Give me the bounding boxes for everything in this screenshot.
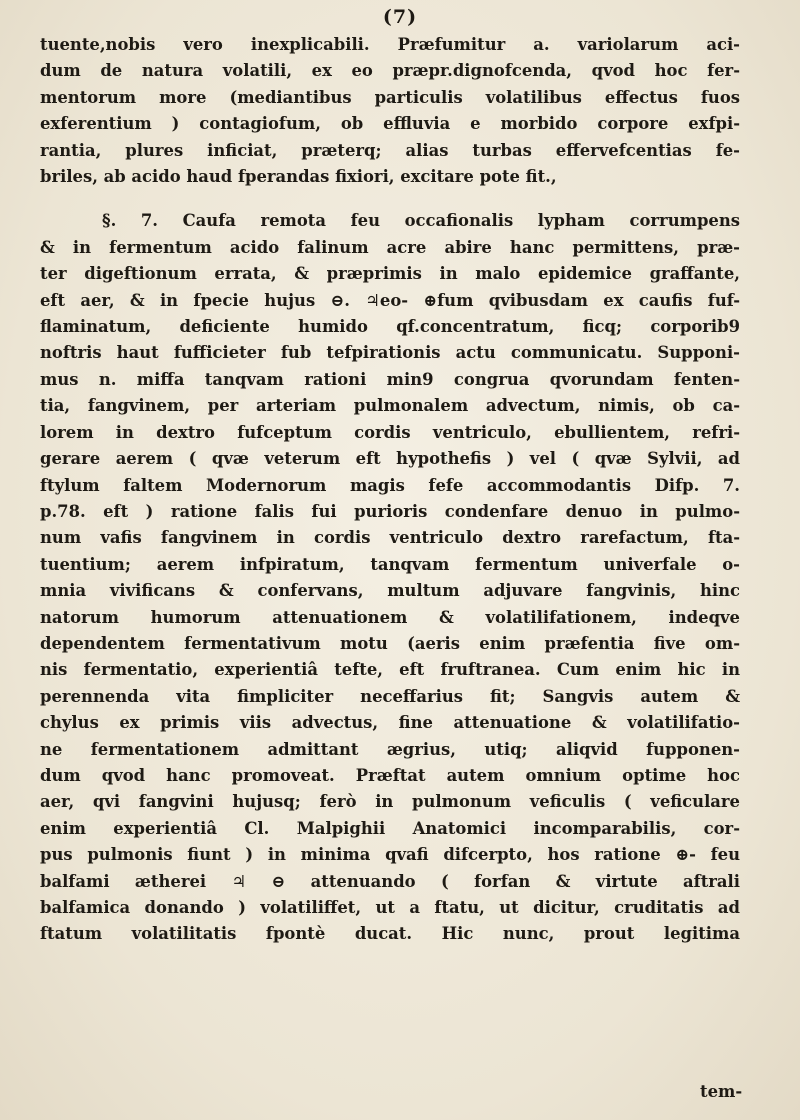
text-line: natorum humorum attenuationem & volatilifationem, indeqve	[40, 607, 740, 627]
text-line: tuente,nobis vero inexplicabili. Præfumitur a. variolarum aci-	[40, 35, 740, 54]
text-line: rantia, plures inficiat, præterq; alias turbas effervefcentias fe-	[40, 140, 740, 160]
text-line: & in fermentum acido falinum acre abire hanc permittens, præ-	[40, 237, 740, 257]
section-heading-line: §. 7. Caufa remota feu occafionalis lypham corrumpens	[102, 211, 740, 231]
text-line: flaminatum, deficiente humido qf.concentratum, ficq; corporib9	[40, 317, 740, 337]
text-line: p.78. eft ) ratione falis fui purioris condenfare denuo in pulmo-	[40, 501, 740, 521]
text-line: nis fermentatio, experientiâ tefte, eft fruftranea. Cum enim hic in	[40, 660, 740, 680]
text-line: balfami ætherei ♃ ⊖ attenuando ( forfan & virtute aftrali	[40, 871, 740, 891]
text-line: chylus ex primis viis advectus, fine attenuatione & volatilifatio-	[40, 713, 740, 733]
text-line: lorem in dextro fufceptum cordis ventriculo, ebullientem, refri-	[40, 422, 740, 442]
text-line: dependentem fermentativum motu (aeris enim præfentia five om-	[40, 633, 740, 653]
text-line: ne fermentationem admittant ægrius, utiq; aliqvid fupponen-	[40, 739, 740, 759]
text-line: pus pulmonis fiunt ) in minima qvafi difcerpto, hos ratione ⊕- feu	[40, 845, 740, 865]
paragraph-gap	[40, 190, 740, 208]
text-line: exferentium ) contagiofum, ob effluvia e morbido corpore exfpi-	[40, 114, 740, 134]
text-line: ter digeftionum errata, & præprimis in malo epidemice graffante,	[40, 264, 740, 284]
text-line: enim experientiâ Cl. Malpighii Anatomici incomparabilis, cor-	[40, 818, 740, 838]
text-line: mus n. miffa tanqvam rationi min9 congrua qvorundam fenten-	[40, 369, 740, 389]
text-line: gerare aerem ( qvæ veterum eft hypothefis ) vel ( qvæ Sylvii, ad	[40, 449, 740, 469]
text-line: dum de natura volatili, ex eo præpr.dignofcenda, qvod hoc fer-	[40, 61, 740, 81]
text-line: eft aer, & in fpecie hujus ⊖. ♃eo- ⊕fum qvibusdam ex caufis fuf-	[40, 290, 740, 310]
text-line: mnia vivificans & confervans, multum adjuvare fangvinis, hinc	[40, 581, 740, 601]
text-line: dum qvod hanc promoveat. Præftat autem omnium optime hoc	[40, 765, 740, 785]
text-line: tia, fangvinem, per arteriam pulmonalem advectum, nimis, ob ca-	[40, 396, 740, 416]
catchword: tem-	[700, 1082, 743, 1101]
page-number: (7)	[382, 6, 418, 28]
text-line: mentorum more (mediantibus particulis volatilibus effectus fuos	[40, 87, 740, 107]
text-line: ftylum faltem Modernorum magis fefe accommodantis Difp. 7.	[40, 475, 740, 495]
text-line: perennenda vita fimpliciter neceffarius fit; Sangvis autem &	[40, 686, 740, 706]
text-line: num vafis fangvinem in cordis ventriculo dextro rarefactum, fta-	[40, 528, 740, 548]
text-line: aer, qvi fangvini hujusq; ferò in pulmonum veficulis ( veficulare	[40, 792, 740, 812]
text-line: noftris haut fufficieter fub tefpirationis actu communicatu. Supponi-	[40, 343, 740, 363]
text-line: tuentium; aerem infpiratum, tanqvam fermentum univerfale o-	[40, 554, 740, 574]
text-line: ftatum volatilitatis fpontè ducat. Hic nunc, prout legitima	[40, 924, 740, 944]
text-line: balfamica donando ) volatiliffet, ut a ftatu, ut dicitur, cruditatis ad	[40, 898, 740, 917]
body-text	[40, 32, 740, 948]
text-line: briles, ab acido haud fperandas fixiori, excitare pote fit.,	[40, 167, 557, 187]
